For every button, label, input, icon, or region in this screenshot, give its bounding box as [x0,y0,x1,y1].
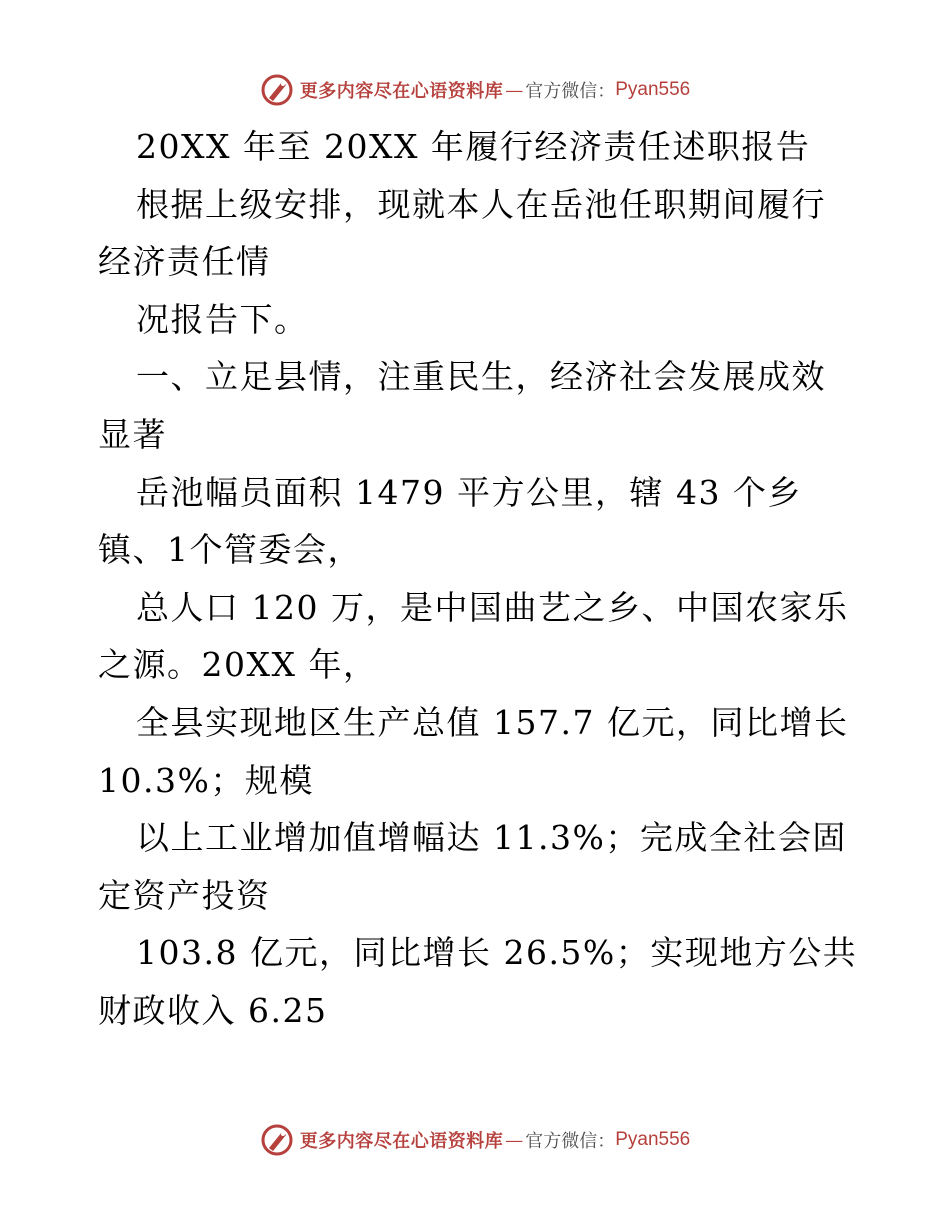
paragraph: 以上工业增加值增幅达 11.3%；完成全社会固定资产投资 [98,818,847,915]
paragraph: 岳池幅员面积 1479 平方公里，辖 43 个乡镇、1个管委会， [98,472,802,570]
watermark-id: Pyan556 [615,1129,691,1150]
paragraph: 103.8 亿元，同比增长 26.5%；实现地方公共财政收入 6.25 [98,933,858,1030]
watermark-banner-top [0,70,950,110]
watermark-dash: — [505,1129,524,1151]
paragraph: 况报告下。 [136,299,309,339]
paragraph: 全县实现地区生产总值 157.7 亿元，同比增长 10.3%；规模 [98,702,849,800]
watermark-label: 官方微信： [525,1131,616,1152]
watermark-main-text: 更多内容尽在心语资料库 [299,81,504,102]
document-body [98,118,858,1040]
watermark-label: 官方微信： [525,81,616,102]
watermark-id: Pyan556 [615,79,691,100]
watermark-dash: — [505,79,524,101]
paragraph: 总人口 120 万，是中国曲艺之乡、中国农家乐之源。20XX 年， [98,587,849,685]
fountain-pen-logo-icon [260,1123,294,1157]
section-heading: 一、立足县情，注重民生，经济社会发展成效显著 [98,357,826,454]
watermark-main-text: 更多内容尽在心语资料库 [299,1131,504,1152]
watermark-banner-bottom [0,1120,950,1160]
fountain-pen-logo-icon [260,73,294,107]
document-title: 20XX 年至 20XX 年履行经济责任述职报告 [136,127,811,166]
paragraph: 根据上级安排，现就本人在岳池任职期间履行经济责任情 [98,184,826,282]
